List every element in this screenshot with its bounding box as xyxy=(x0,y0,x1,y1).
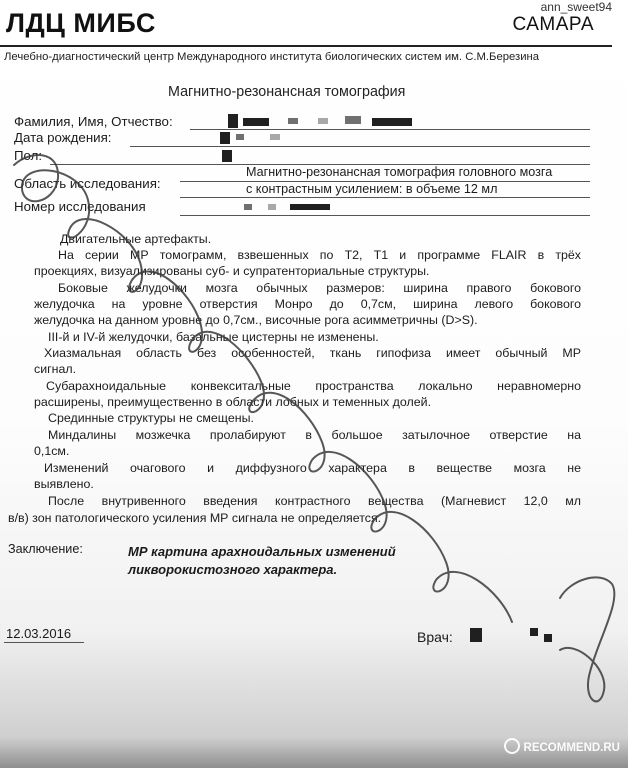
body-line: Субарахноидальные конвекситальные пространства локально неравномерно xyxy=(46,379,581,393)
site-watermark-text: RECOMMEND.RU xyxy=(523,742,620,754)
body-line: Изменений очагового и диффузного характера в веществе мозга не xyxy=(44,461,581,475)
body-line: Срединные структуры не смещены. xyxy=(48,411,254,425)
site-watermark xyxy=(504,738,620,754)
body-line: Хиазмальная область без особенностей, ткань гипофиза имеет обычный МР xyxy=(44,346,581,360)
city-label: САМАРА xyxy=(512,14,594,35)
body-line: Миндалины мозжечка пролабируют в большое затылочное отверстие на xyxy=(48,428,581,442)
logo-sub-text: МИБС xyxy=(73,8,156,38)
body-line: в/в) зон патологического усиления МР сигнала не определяется. xyxy=(8,511,382,525)
sex-label: Пол: xyxy=(14,148,43,163)
conclusion-line-2: ликворокистозного характера. xyxy=(128,562,338,577)
body-line: III-й и IV-й желудочки, базальные цистерны не изменены. xyxy=(48,330,379,344)
name-label: Фамилия, Имя, Отчество: xyxy=(14,114,173,129)
body-line: выявлено. xyxy=(34,477,94,491)
body-line: 0,1см. xyxy=(34,444,70,458)
recommend-logo-icon xyxy=(504,738,520,754)
report-date: 12.03.2016 xyxy=(6,626,72,641)
body-line: На серии МР томограмм, взвешенных по Т2, Т1 и программе FLAIR в трёх xyxy=(58,248,581,262)
body-line: Боковые желудочки мозга обычных размеров: ширина правого бокового xyxy=(58,281,581,295)
dob-label: Дата рождения: xyxy=(14,130,112,145)
body-line: Двигательные артефакты. xyxy=(60,232,212,246)
area-value-line-1: Магнитно-резонансная томография головного мозга xyxy=(246,165,553,179)
organization-name: Лечебно-диагностический центр Международного института биологических систем им. С.М.Березина xyxy=(4,51,540,63)
username-watermark: ann_sweet94 xyxy=(540,0,612,14)
logo-main-text: ЛДЦ xyxy=(6,8,66,38)
doctor-label: Врач: xyxy=(417,629,453,645)
body-line: сигнал. xyxy=(34,362,77,376)
conclusion-label: Заключение: xyxy=(8,542,83,556)
handwritten-scribble xyxy=(14,155,512,622)
body-line: желудочка на уровне отверстия Монро до 0,7см, ширина левого бокового xyxy=(34,297,581,311)
area-value-line-2: с контрастным усилением: в объеме 12 мл xyxy=(246,182,498,196)
body-line: желудочка на данном уровне до 0,7см., височные рога асимметричны (D>S). xyxy=(34,313,478,327)
conclusion-line-1: МР картина арахноидальных изменений xyxy=(128,544,396,559)
area-label: Область исследования: xyxy=(14,176,161,191)
body-line: проекциях, визуализированы суб- и супратенториальные структуры. xyxy=(34,264,430,278)
study-number-label: Номер исследования xyxy=(14,199,146,214)
signature-icon xyxy=(560,577,614,701)
body-line: расширены, преимущественно в области лобных и теменных долей. xyxy=(34,395,432,409)
body-line: После внутривенного введения контрастного вещества (Магневист 12,0 мл xyxy=(48,494,581,508)
document-title: Магнитно-резонансная томография xyxy=(168,84,406,100)
